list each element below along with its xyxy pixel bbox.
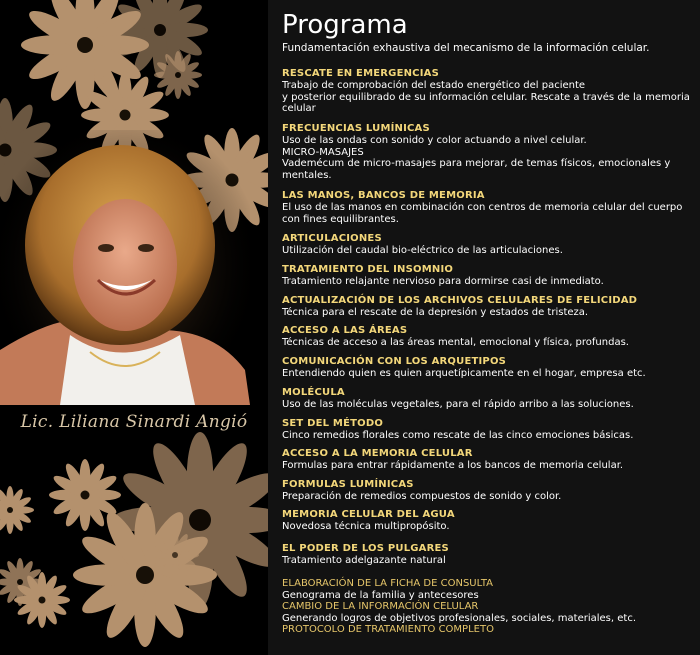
footer-text: Generando logros de objetivos profesionales, sociales, materiales, etc. — [282, 612, 636, 624]
section-set-metodo — [282, 418, 694, 442]
section-heading: MEMORIA CELULAR DEL AGUA — [282, 509, 455, 520]
section-acceso-areas — [282, 325, 694, 349]
section-frecuencias — [282, 123, 694, 182]
section-articulaciones — [282, 233, 694, 257]
section-heading: COMUNICACIÓN CON LOS ARQUETIPOS — [282, 356, 507, 367]
section-heading: ARTICULACIONES — [282, 233, 382, 244]
section-text: Vademécum de micro-masajes para mejorar, de temas físicos, emocionales y mentales. — [282, 158, 671, 182]
section-text: Novedosa técnica multipropósito. — [282, 520, 450, 532]
section-heading: RESCATE EN EMERGENCIAS — [282, 68, 439, 79]
portrait-photo — [0, 130, 250, 405]
section-text: Utilización del caudal bio-eléctrico de las articulaciones. — [282, 244, 563, 256]
section-molecula — [282, 387, 694, 411]
section-heading: TRATAMIENTO DEL INSOMNIO — [282, 264, 454, 275]
footer-heading: PROTOCOLO DE TRATAMIENTO COMPLETO — [282, 624, 494, 636]
section-insomnio — [282, 264, 694, 288]
section-heading: FORMULAS LUMÍNICAS — [282, 479, 414, 490]
page-title: Programa — [282, 10, 408, 40]
footer-text: Genograma de la familia y antecesores — [282, 589, 479, 601]
section-heading: SET DEL MÉTODO — [282, 418, 384, 429]
section-heading: EL PODER DE LOS PULGARES — [282, 543, 449, 554]
section-heading: LAS MANOS, BANCOS DE MEMORIA — [282, 190, 485, 201]
portrait-caption: Lic. Liliana Sinardi Angió — [20, 412, 248, 432]
section-heading: ACCESO A LAS ÁREAS — [282, 325, 408, 336]
section-text: Uso de las ondas con sonido y color actuando a nivel celular. — [282, 134, 587, 146]
program-panel — [268, 0, 700, 655]
section-pulgares — [282, 543, 694, 567]
section-text: Entendiendo quien es quien arquetípicamente en el hogar, empresa etc. — [282, 367, 646, 379]
section-manos — [282, 190, 694, 225]
section-text: Preparación de remedios compuestos de sonido y color. — [282, 490, 562, 502]
section-text: El uso de las manos en combinación con centros de memoria celular del cuerpo con fines equilibrantes. — [282, 201, 683, 225]
section-text: Trabajo de comprobación del estado energético del paciente y posterior equilibrado de su información celular. Rescate a través de la memoria celular — [282, 79, 690, 115]
section-subheading: MICRO-MASAJES — [282, 146, 364, 158]
section-text: Uso de las moléculas vegetales, para el rápido arribo a las soluciones. — [282, 398, 634, 410]
section-memoria-celular — [282, 448, 694, 472]
section-arquetipos — [282, 356, 694, 380]
section-heading: FRECUENCIAS LUMÍNICAS — [282, 123, 430, 134]
section-text: Tratamiento adelgazante natural — [282, 554, 446, 566]
section-actualizacion — [282, 295, 694, 319]
section-text: Técnicas de acceso a las áreas mental, emocional y física, profundas. — [282, 336, 629, 348]
section-text: Técnica para el rescate de la depresión y estados de tristeza. — [282, 306, 589, 318]
section-text: Formulas para entrar rápidamente a los bancos de memoria celular. — [282, 459, 624, 471]
section-heading: ACTUALIZACIÓN DE LOS ARCHIVOS CELULARES DE FELICIDAD — [282, 295, 638, 306]
section-heading: MOLÉCULA — [282, 387, 345, 398]
section-heading: ACCESO A LA MEMORIA CELULAR — [282, 448, 473, 459]
section-text: Tratamiento relajante nervioso para dormirse casi de inmediato. — [282, 275, 604, 287]
footer-list — [282, 578, 694, 636]
footer-heading: CAMBIO DE LA INFORMACIÓN CELULAR — [282, 601, 479, 613]
section-formulas — [282, 479, 694, 503]
section-rescate — [282, 68, 694, 115]
footer-heading: ELABORACIÓN DE LA FICHA DE CONSULTA — [282, 578, 493, 589]
section-text: Cinco remedios florales como rescate de las cinco emociones básicas. — [282, 429, 634, 441]
intro-text: Fundamentación exhaustiva del mecanismo de la información celular. — [282, 42, 650, 54]
left-panel — [0, 0, 268, 655]
section-agua — [282, 509, 694, 533]
